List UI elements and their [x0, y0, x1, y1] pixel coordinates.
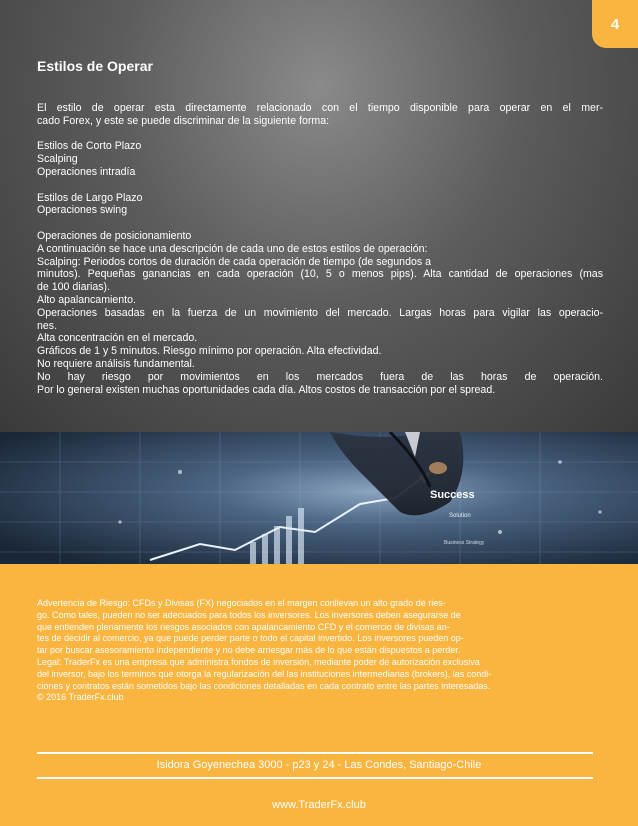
disclaimer-line: del inversor, bajo los terminos que otorga la regularización del las instituciones intermediarias (brokers), las condi- [37, 668, 492, 679]
disclaimer-line: go. Como tales, pueden no ser adecuados para todos los inversores. Los inversores deben asegurarse de [37, 609, 461, 620]
disclaimer-line: tar por buscar asesoramiento independiente y no debe arriesgar más de lo que están dispuestos a perder. [37, 645, 461, 656]
risk-disclaimer [37, 598, 603, 704]
divider-top [37, 752, 593, 754]
detail-line: No hay riesgo por movimientos en los mercados fuera de las horas de operación. [37, 370, 603, 383]
intro-line: cado Forex, y este se puede discriminar de la siguiente forma: [37, 114, 330, 127]
list-item: Operaciones intradía [37, 165, 136, 178]
disclaimer-line: ciones y contratos están sometidos bajo las condiciones detalladas en cada contrato entre las partes interesadas. [37, 680, 491, 691]
page-number-badge [592, 0, 638, 48]
copyright: © 2016 TraderFx.club [37, 692, 124, 703]
photo-text-solution: Solution [449, 513, 471, 519]
page-number: 4 [610, 15, 620, 33]
detail-line: No requiere análisis fundamental. [37, 357, 195, 370]
website-link[interactable]: www.TraderFx.club [272, 799, 366, 811]
address: Isidora Goyenechea 3000 - p23 y 24 - Las Condes, Santiago-Chile [156, 759, 482, 771]
disclaimer-line: Advertencia de Riesgo: CFDs y Divisas (FX) negociados en el margen conllevan un alto grado de ries- [37, 598, 446, 608]
detail-line: minutos). Pequeñas ganancias en cada operación (10, 5 o menos pips). Alta cantidad de operaciones (mas [37, 268, 603, 281]
disclaimer-line: Legal: TraderFx es una empresa que administra fondos de inversión, mediante poder de autorización exclusiva [37, 656, 480, 667]
photo-text-success: Success [430, 489, 475, 501]
divider-bottom [37, 777, 593, 779]
disclaimer-line: tes de decidir al comercio, ya que puede perder parte o todo el capital invertido. Los inversores pueden op- [37, 633, 464, 644]
detail-line: Operaciones de posicionamiento [37, 229, 192, 242]
detail-line: Alto apalancamiento. [37, 293, 136, 306]
detail-line: Alta concentración en el mercado. [37, 332, 198, 345]
section-title: Estilos de Operar [37, 58, 153, 74]
body-text [37, 102, 603, 396]
detail-line: Por lo general existen muchas oportunidades cada día. Altos costos de transacción por el spread. [37, 383, 496, 396]
detail-line: Scalping: Periodos cortos de duración de cada operación de tiempo (de segundos a [37, 255, 431, 268]
detail-line: A continuación se hace una descripción de cada uno de estos estilos de operación: [37, 242, 428, 255]
short-term-heading: Estilos de Corto Plazo [37, 140, 142, 153]
detail-line: de 100 diarias). [37, 281, 111, 294]
intro-line: El estilo de operar esta directamente relacionado con el tiempo disponible para operar en el mer- [37, 102, 603, 114]
list-item: Operaciones swing [37, 204, 128, 217]
detail-line: Operaciones basadas en la fuerza de un movimiento del mercado. Largas horas para vigilar las operacio- [37, 306, 603, 319]
business-success-image [0, 432, 638, 564]
list-item: Scalping [37, 153, 78, 166]
detail-line: Gráficos de 1 y 5 minutos. Riesgo mínimo por operación. Alta efectividad. [37, 345, 382, 358]
photo-text-strategy: Business Strategy [444, 540, 485, 546]
long-term-heading: Estilos de Largo Plazo [37, 191, 143, 204]
disclaimer-line: que entienden plenamente los riesgos asociados con apalancamiento CFD y el comercio de divisas an- [37, 621, 450, 632]
detail-line: nes. [37, 319, 58, 332]
